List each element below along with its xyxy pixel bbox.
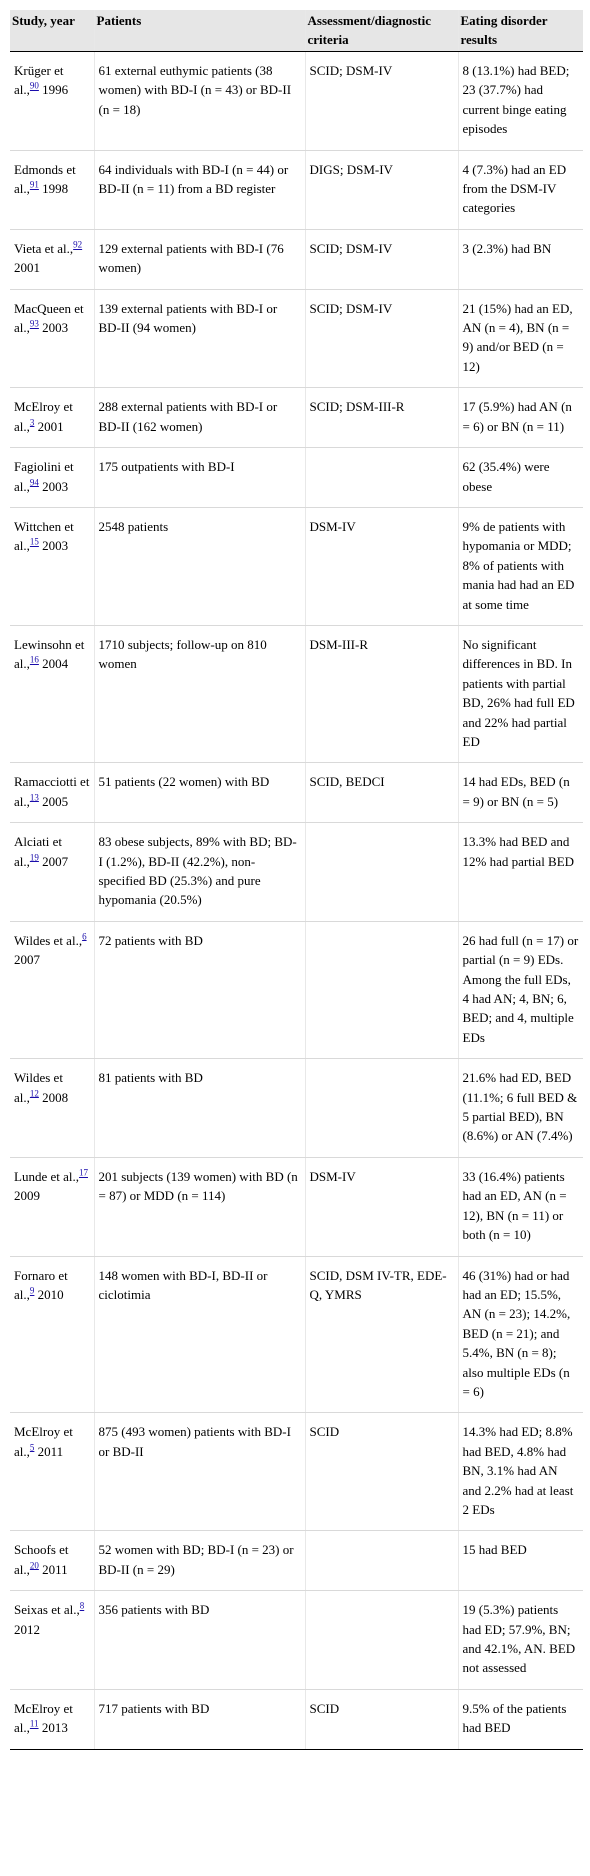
author: McElroy et al., [14, 399, 73, 434]
study-cell [10, 150, 94, 229]
criteria-cell: DSM-IV [305, 507, 458, 625]
table-row [10, 507, 583, 625]
patients-cell: 129 external patients with BD-I (76 women) [94, 229, 305, 289]
table-header [10, 10, 583, 52]
results-cell: 4 (7.3%) had an ED from the DSM-IV categories [458, 150, 583, 229]
patients-cell: 717 patients with BD [94, 1689, 305, 1749]
study-cell [10, 448, 94, 508]
results-cell: 14 had EDs, BED (n = 9) or BN (n = 5) [458, 763, 583, 823]
author: McElroy et al., [14, 1424, 73, 1459]
patients-cell: 148 women with BD-I, BD-II or ciclotimia [94, 1256, 305, 1413]
patients-cell: 1710 subjects; follow-up on 810 women [94, 625, 305, 762]
patients-cell: 175 outpatients with BD-I [94, 448, 305, 508]
author: Schoofs et al., [14, 1542, 69, 1577]
reference-link[interactable]: 15 [29, 536, 39, 547]
results-cell: 9% de patients with hypomania or MDD; 8% of patients with mania had had an ED at some time [458, 507, 583, 625]
year: 2004 [42, 656, 69, 672]
results-cell: 33 (16.4%) patients had an ED, AN (n = 12), BN (n = 11) or both (n = 10) [458, 1157, 583, 1256]
study-cell [10, 1531, 94, 1591]
author: Alciati et al., [14, 834, 63, 869]
results-cell: 9.5% of the patients had BED [458, 1689, 583, 1749]
study-cell [10, 289, 94, 388]
table-row [10, 763, 583, 823]
results-cell: 26 had full (n = 17) or partial (n = 9) EDs. Among the full EDs, 4 had AN; 4, BN; 6, BED; and 4, multiple EDs [458, 921, 583, 1058]
reference-link[interactable]: 91 [29, 179, 39, 190]
criteria-cell: DSM-IV [305, 1157, 458, 1256]
year: 2011 [42, 1561, 68, 1577]
year: 1996 [42, 82, 69, 98]
reference-link[interactable]: 90 [29, 81, 39, 92]
reference-link[interactable]: 12 [29, 1088, 39, 1099]
table-row [10, 150, 583, 229]
table-row [10, 388, 583, 448]
author: McElroy et al., [14, 1700, 73, 1736]
reference-link[interactable]: 11 [29, 1718, 39, 1729]
results-cell: 62 (35.4%) were obese [458, 448, 583, 508]
criteria-cell: SCID, BEDCI [305, 763, 458, 823]
results-cell: 21.6% had ED, BED (11.1%; 6 full BED & 5 partial BED), BN (8.6%) or AN (7.4%) [458, 1059, 583, 1158]
criteria-cell [305, 1531, 458, 1591]
reference-link[interactable]: 19 [29, 852, 39, 863]
year: 2009 [14, 1188, 40, 1204]
patients-cell: 83 obese subjects, 89% with BD; BD-I (1.2%), BD-II (42.2%), non-specified BD (25.3%) and pure hypomania (20.5%) [94, 823, 305, 922]
table-row [10, 921, 583, 1058]
criteria-cell [305, 448, 458, 508]
study-cell [10, 1256, 94, 1413]
year: 2008 [42, 1089, 69, 1105]
table-row [10, 1531, 583, 1591]
year: 2010 [37, 1286, 64, 1302]
patients-cell: 2548 patients [94, 507, 305, 625]
studies-table [10, 10, 583, 1750]
table-row [10, 1413, 583, 1531]
table-row [10, 1689, 583, 1749]
reference-link[interactable]: 9 [29, 1285, 35, 1296]
reference-link[interactable]: 6 [82, 931, 87, 942]
header-patients: Patients [94, 10, 305, 52]
study-cell [10, 1157, 94, 1256]
reference-link[interactable]: 16 [29, 655, 39, 666]
patients-cell: 201 subjects (139 women) with BD (n = 87) or MDD (n = 114) [94, 1157, 305, 1256]
author: MacQueen et al., [14, 300, 84, 336]
header-criteria: Assessment/diagnostic criteria [305, 10, 458, 52]
year: 2001 [37, 418, 64, 434]
results-cell: 13.3% had BED and 12% had partial BED [458, 823, 583, 922]
author: Fornaro et al., [14, 1267, 68, 1302]
study-cell [10, 1413, 94, 1531]
study-cell [10, 52, 94, 151]
study-cell [10, 763, 94, 823]
author: Seixas et al., [14, 1602, 80, 1618]
patients-cell: 875 (493 women) patients with BD-I or BD-II [94, 1413, 305, 1531]
criteria-cell: DIGS; DSM-IV [305, 150, 458, 229]
author: Ramacciotti et al., [14, 774, 90, 809]
study-cell [10, 507, 94, 625]
table-body [10, 52, 583, 1750]
year: 2011 [37, 1443, 64, 1459]
study-cell [10, 1059, 94, 1158]
patients-cell: 288 external patients with BD-I or BD-II (162 women) [94, 388, 305, 448]
author: Wittchen et al., [14, 518, 74, 554]
reference-link[interactable]: 93 [29, 318, 39, 329]
results-cell: 19 (5.3%) patients had ED; 57.9%, BN; and 42.1%, AN. BED not assessed [458, 1591, 583, 1690]
table-row [10, 1059, 583, 1158]
study-cell [10, 1689, 94, 1749]
reference-link[interactable]: 8 [79, 1600, 85, 1611]
study-cell [10, 388, 94, 448]
author: Wildes et al., [14, 1070, 63, 1105]
results-cell: 46 (31%) had or had had an ED; 15.5%, AN (n = 23); 14.2%, BED (n = 21); and 5.4%, BN (n = 8); also multiple EDs (n = 6) [458, 1256, 583, 1413]
author: Edmonds et al., [14, 161, 76, 197]
reference-link[interactable]: 94 [29, 477, 39, 488]
results-cell: 3 (2.3%) had BN [458, 229, 583, 289]
table-row [10, 1591, 583, 1690]
criteria-cell: SCID [305, 1413, 458, 1531]
study-cell [10, 625, 94, 762]
results-cell: No significant differences in BD. In patients with partial BD, 26% had full ED and 22% had partial ED [458, 625, 583, 762]
criteria-cell [305, 823, 458, 922]
author: Lewinsohn et al., [14, 636, 85, 672]
table-row [10, 52, 583, 151]
patients-cell: 81 patients with BD [94, 1059, 305, 1158]
results-cell: 8 (13.1%) had BED; 23 (37.7%) had current binge eating episodes [458, 52, 583, 151]
criteria-cell: SCID; DSM-III-R [305, 388, 458, 448]
table-row [10, 823, 583, 922]
year: 2005 [42, 793, 69, 809]
patients-cell: 356 patients with BD [94, 1591, 305, 1690]
year: 2003 [42, 478, 69, 494]
criteria-cell: DSM-III-R [305, 625, 458, 762]
table-row [10, 1157, 583, 1256]
patients-cell: 64 individuals with BD-I (n = 44) or BD-II (n = 11) from a BD register [94, 150, 305, 229]
year: 2013 [41, 1720, 68, 1736]
author: Krüger et al., [14, 63, 64, 98]
patients-cell: 72 patients with BD [94, 921, 305, 1058]
criteria-cell: SCID; DSM-IV [305, 52, 458, 151]
table-row [10, 448, 583, 508]
study-cell [10, 1591, 94, 1690]
author: Fagiolini et al., [14, 459, 74, 494]
author: Wildes et al., [14, 932, 83, 948]
table-row [10, 625, 583, 762]
study-cell [10, 229, 94, 289]
year: 2001 [14, 260, 40, 276]
study-cell [10, 921, 94, 1058]
reference-link[interactable]: 17 [78, 1167, 88, 1178]
criteria-cell [305, 1059, 458, 1158]
table-row [10, 229, 583, 289]
header-row [10, 10, 583, 52]
results-cell: 17 (5.9%) had AN (n = 6) or BN (n = 11) [458, 388, 583, 448]
header-study-year: Study, year [10, 10, 94, 52]
results-cell: 21 (15%) had an ED, AN (n = 4), BN (n = 9) and/or BED (n = 12) [458, 289, 583, 388]
year: 1998 [42, 181, 69, 197]
patients-cell: 139 external patients with BD-I or BD-II (94 women) [94, 289, 305, 388]
author: Lunde et al., [14, 1168, 79, 1184]
table-row [10, 1256, 583, 1413]
year: 2003 [42, 538, 69, 554]
criteria-cell [305, 1591, 458, 1690]
author: Vieta et al., [14, 240, 74, 256]
study-cell [10, 823, 94, 922]
criteria-cell: SCID [305, 1689, 458, 1749]
criteria-cell: SCID; DSM-IV [305, 289, 458, 388]
patients-cell: 52 women with BD; BD-I (n = 23) or BD-II (n = 29) [94, 1531, 305, 1591]
results-cell: 14.3% had ED; 8.8% had BED, 4.8% had BN, 3.1% had AN and 2.2% had at least 2 EDs [458, 1413, 583, 1531]
reference-link[interactable]: 92 [73, 239, 83, 250]
reference-link[interactable]: 3 [29, 417, 35, 428]
criteria-cell [305, 921, 458, 1058]
criteria-cell: SCID, DSM IV-TR, EDE-Q, YMRS [305, 1256, 458, 1413]
reference-link[interactable]: 20 [29, 1560, 39, 1571]
year: 2007 [42, 853, 69, 869]
header-results: Eating disorder results [458, 10, 583, 52]
year: 2012 [14, 1621, 40, 1637]
patients-cell: 61 external euthymic patients (38 women) with BD-I (n = 43) or BD-II (n = 18) [94, 52, 305, 151]
reference-link[interactable]: 13 [29, 792, 39, 803]
reference-link[interactable]: 5 [29, 1442, 35, 1453]
year: 2003 [42, 320, 69, 336]
patients-cell: 51 patients (22 women) with BD [94, 763, 305, 823]
results-cell: 15 had BED [458, 1531, 583, 1591]
year: 2007 [14, 952, 40, 968]
table-row [10, 289, 583, 388]
criteria-cell: SCID; DSM-IV [305, 229, 458, 289]
